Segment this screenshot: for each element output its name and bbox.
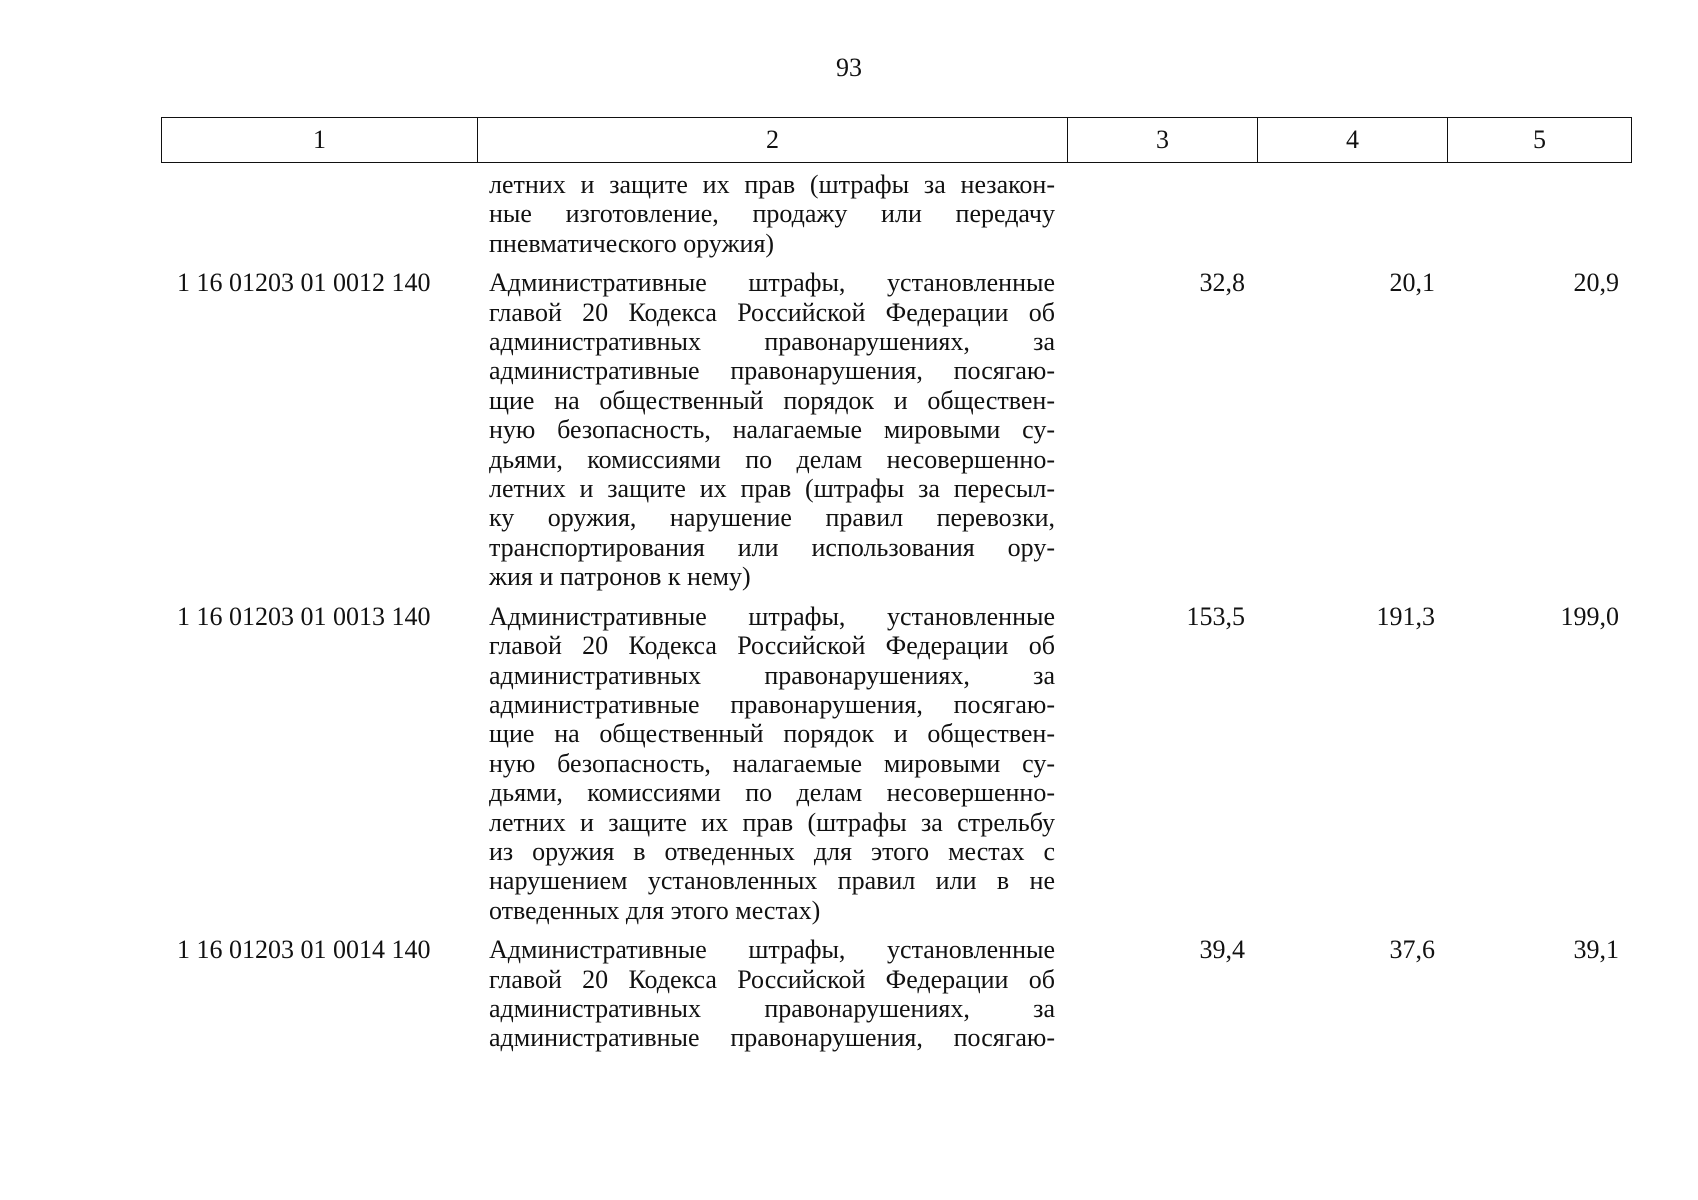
row-value-col5: 199,0 <box>1560 601 1619 631</box>
table-header <box>161 117 1632 163</box>
header-col-1: 1 <box>162 118 478 163</box>
description-line: ные изготовление, продажу или передачу <box>489 199 1055 229</box>
page-number: 93 <box>836 53 862 82</box>
row-value-col5 <box>1447 170 1631 258</box>
description-line: транспортирования или использования ору- <box>489 532 1055 562</box>
description-line: дьями, комиссиями по делам несовершенно- <box>489 778 1055 808</box>
description-line: административные правонарушения, посягаю- <box>489 1023 1055 1053</box>
description-line: летних и защите их прав (штрафы за стрельбу <box>489 807 1055 837</box>
row-code: 1 16 01203 01 0013 140 <box>177 601 431 631</box>
row-value-col4: 37,6 <box>1389 935 1435 965</box>
header-col-4: 4 <box>1258 118 1448 163</box>
row-value-col3: 153,5 <box>1186 601 1245 631</box>
row-description <box>477 925 1067 1053</box>
description-line: главой 20 Кодекса Российской Федерации об <box>489 631 1055 661</box>
header-col-2: 2 <box>478 118 1068 163</box>
description-line: административные правонарушения, посягаю- <box>489 356 1055 386</box>
description-line: ную безопасность, налагаемые мировыми су- <box>489 748 1055 778</box>
row-value-col4: 191,3 <box>1376 601 1435 631</box>
table-row <box>161 592 1631 925</box>
description-line: летних и защите их прав (штрафы за пересыл- <box>489 474 1055 504</box>
row-value-col3 <box>1067 170 1257 258</box>
table-row <box>161 170 1631 258</box>
row-code: 1 16 01203 01 0014 140 <box>177 935 431 965</box>
description-line: Административные штрафы, установленные <box>489 935 1055 965</box>
description-line: ную безопасность, налагаемые мировыми су- <box>489 415 1055 445</box>
description-line: жия и патронов к нему) <box>489 562 751 592</box>
description-line: щие на общественный порядок и обществен- <box>489 385 1055 415</box>
description-line: административные правонарушения, посягаю- <box>489 689 1055 719</box>
table-body <box>161 170 1631 1053</box>
description-line: Административные штрафы, установленные <box>489 268 1055 298</box>
description-line: летних и защите их прав (штрафы за незакон- <box>489 170 1055 199</box>
row-value-col4: 20,1 <box>1389 268 1435 298</box>
description-line: нарушением установленных правил или в не <box>489 866 1055 896</box>
description-line: щие на общественный порядок и обществен- <box>489 719 1055 749</box>
row-code: 1 16 01203 01 0012 140 <box>177 268 431 298</box>
table-row <box>161 925 1631 1053</box>
row-description <box>477 258 1067 591</box>
header-col-3: 3 <box>1068 118 1258 163</box>
row-value-col5: 39,1 <box>1573 935 1619 965</box>
row-value-col3: 39,4 <box>1199 935 1245 965</box>
row-code <box>161 170 477 258</box>
description-line: административных правонарушениях, за <box>489 993 1055 1023</box>
description-line: административных правонарушениях, за <box>489 660 1055 690</box>
row-description <box>477 592 1067 925</box>
description-line: административных правонарушениях, за <box>489 327 1055 357</box>
description-line: главой 20 Кодекса Российской Федерации об <box>489 964 1055 994</box>
description-line: Административные штрафы, установленные <box>489 601 1055 631</box>
description-line: ку оружия, нарушение правил перевозки, <box>489 503 1055 533</box>
description-line: отведенных для этого местах) <box>489 895 821 925</box>
description-line: главой 20 Кодекса Российской Федерации об <box>489 297 1055 327</box>
header-row <box>162 118 1632 163</box>
table-row <box>161 258 1631 591</box>
row-value-col4 <box>1257 170 1447 258</box>
row-value-col3: 32,8 <box>1199 268 1245 298</box>
description-line: пневматического оружия) <box>489 228 775 258</box>
row-description <box>477 170 1067 258</box>
header-col-5: 5 <box>1448 118 1632 163</box>
row-value-col5: 20,9 <box>1573 268 1619 298</box>
description-line: дьями, комиссиями по делам несовершенно- <box>489 444 1055 474</box>
description-line: из оружия в отведенных для этого местах с <box>489 836 1055 866</box>
